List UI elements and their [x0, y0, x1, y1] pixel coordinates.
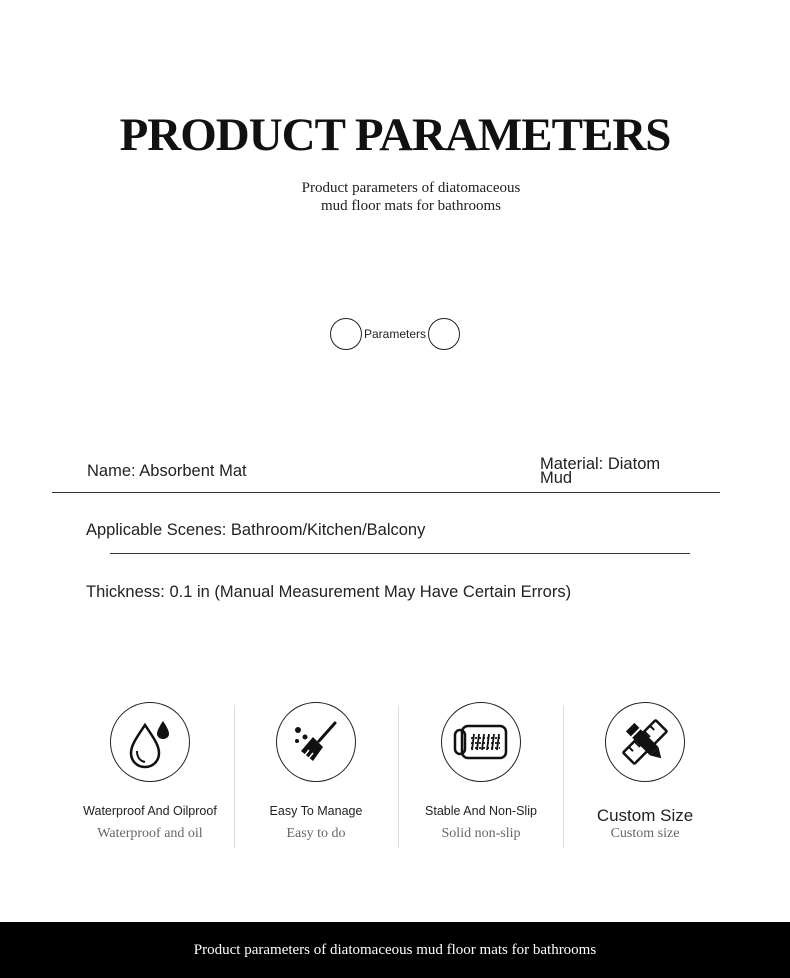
feature-label: Stable And Non-Slip	[425, 804, 537, 818]
feature-label: Custom Size	[596, 806, 694, 825]
feature-divider	[563, 705, 564, 848]
param-name: Name: Absorbent Mat	[87, 462, 247, 480]
subtitle-line-2: mud floor mats for bathrooms	[321, 198, 501, 214]
feature-ghost-label: Easy to do	[286, 826, 346, 841]
param-scenes: Applicable Scenes: Bathroom/Kitchen/Balcony	[86, 521, 426, 539]
feature-divider	[398, 705, 399, 848]
non-slip-mat-icon	[441, 702, 521, 782]
water-drop-icon	[110, 702, 190, 782]
parameters-label: Parameters	[363, 327, 427, 341]
page-title: PRODUCT PARAMETERS	[119, 109, 671, 161]
subtitle-line-1: Product parameters of diatomaceous	[301, 180, 521, 196]
feature-waterproof	[70, 700, 230, 850]
feature-label: Waterproof And Oilproof	[83, 804, 217, 818]
divider-2	[110, 553, 690, 554]
param-material-line-1: Material: Diatom	[540, 455, 661, 473]
param-material	[540, 457, 660, 485]
feature-ghost-label: Custom size	[610, 826, 680, 841]
param-material-line-2: Mud	[540, 469, 573, 487]
feature-non-slip	[401, 700, 561, 850]
feature-easy-manage	[236, 700, 396, 850]
feature-ghost-label: Solid non-slip	[441, 826, 521, 841]
param-thickness: Thickness: 0.1 in (Manual Measurement May Have Certain Errors)	[86, 583, 572, 601]
ruler-pencil-icon	[605, 702, 685, 782]
divider-1	[52, 492, 720, 493]
feature-label: Easy To Manage	[269, 804, 363, 818]
broom-icon	[276, 702, 356, 782]
parameters-badge	[330, 318, 460, 350]
page-subtitle	[0, 179, 790, 215]
feature-ghost-label: Waterproof and oil	[97, 826, 203, 841]
feature-divider	[234, 705, 235, 848]
feature-custom-size	[565, 700, 725, 850]
footer-banner: Product parameters of diatomaceous mud floor mats for bathrooms	[0, 922, 790, 978]
